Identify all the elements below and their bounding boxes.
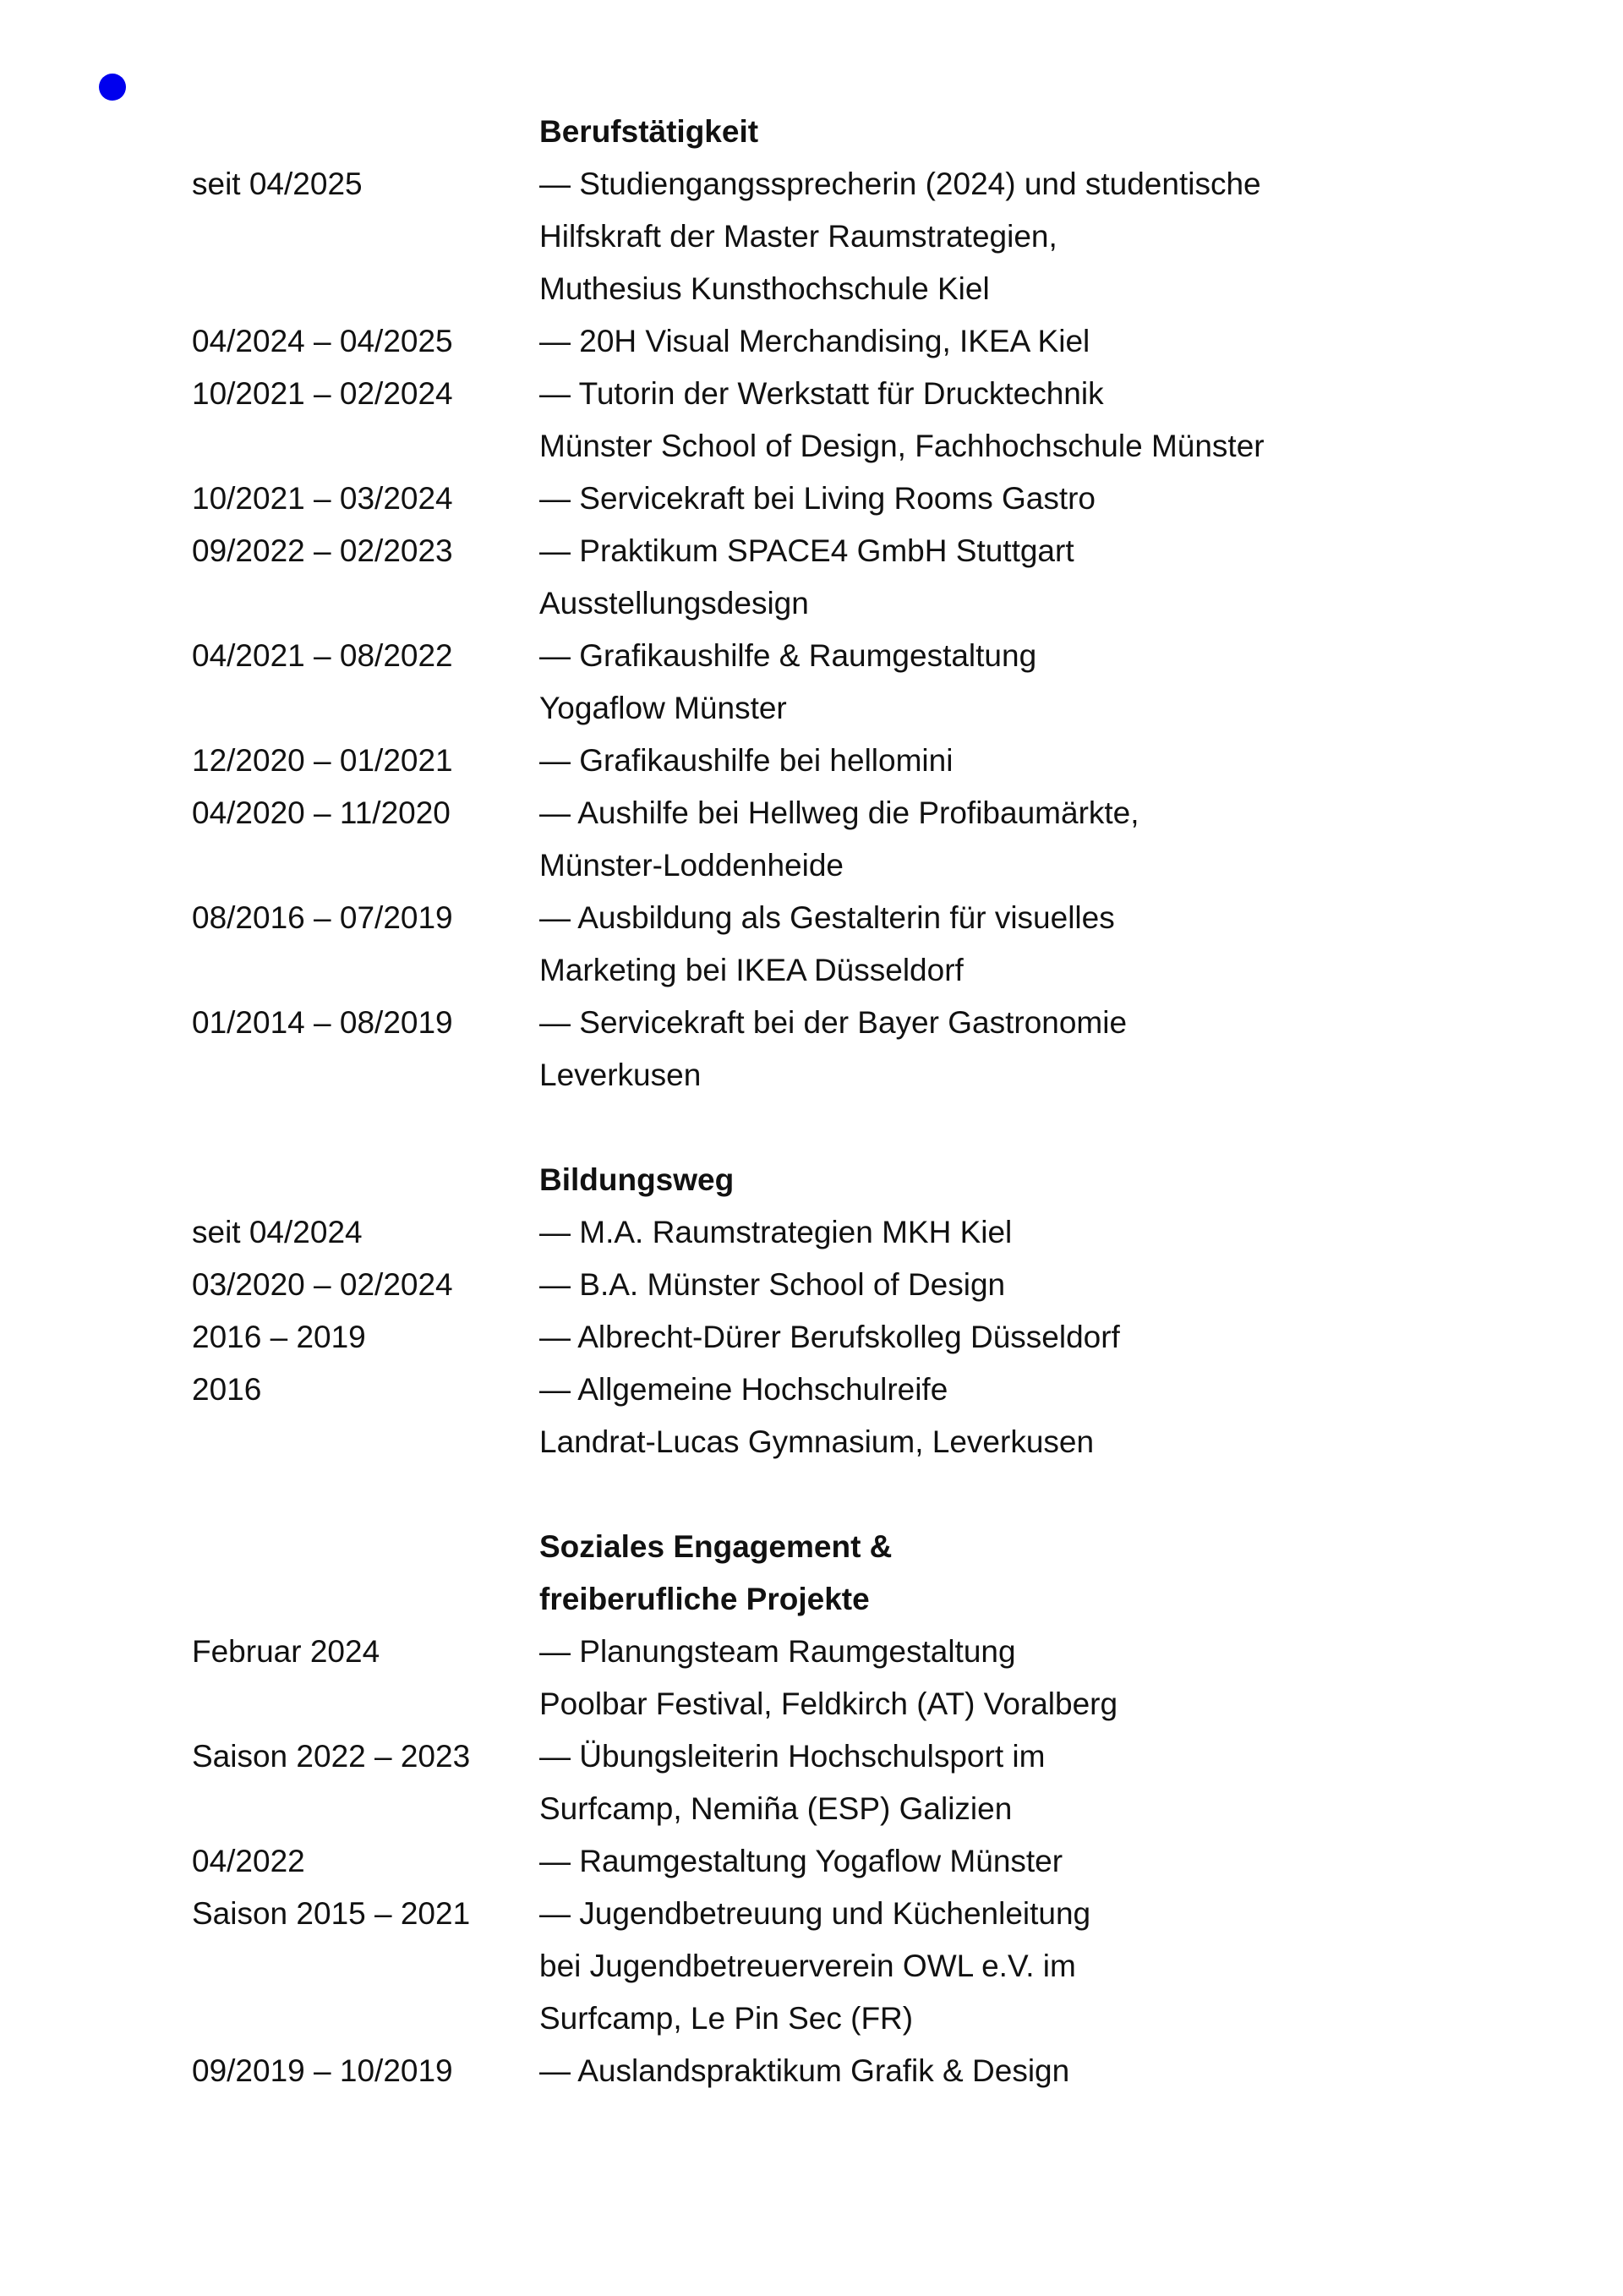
section-heading: Berufstätigkeit xyxy=(539,114,759,149)
entry-description xyxy=(539,1730,1623,1835)
entry-line: Hilfskraft der Master Raumstrategien, xyxy=(539,219,1057,254)
cv-content xyxy=(0,106,1623,2097)
entry-line: Surfcamp, Le Pin Sec (FR) xyxy=(539,2001,914,2036)
entry-date: 08/2016 – 07/2019 xyxy=(192,900,453,935)
cv-entry xyxy=(0,735,1623,787)
entry-line: Landrat-Lucas Gymnasium, Leverkusen xyxy=(539,1424,1095,1459)
cv-entry xyxy=(0,1259,1623,1311)
cv-entry xyxy=(0,473,1623,525)
entry-date-column xyxy=(0,735,539,787)
cv-entry xyxy=(0,525,1623,630)
entry-date-column xyxy=(0,630,539,682)
entry-date: Saison 2015 – 2021 xyxy=(192,1896,471,1931)
cv-entry xyxy=(0,1730,1623,1835)
entry-line: — Albrecht-Dürer Berufskolleg Düsseldorf xyxy=(539,1320,1120,1354)
entry-date-column xyxy=(0,997,539,1049)
entry-description xyxy=(539,2045,1623,2097)
entry-date: 2016 – 2019 xyxy=(192,1320,366,1354)
entry-line: — Ausbildung als Gestalterin für visuelles xyxy=(539,900,1115,935)
cv-section xyxy=(0,106,1623,1102)
cv-entry xyxy=(0,315,1623,368)
entry-description xyxy=(539,997,1623,1102)
cv-entry xyxy=(0,997,1623,1102)
entry-line: — B.A. Münster School of Design xyxy=(539,1267,1006,1302)
cv-entry xyxy=(0,1626,1623,1730)
entry-line: — Servicekraft bei der Bayer Gastronomie xyxy=(539,1005,1128,1040)
entry-description xyxy=(539,315,1623,368)
cv-entry xyxy=(0,158,1623,315)
entry-description xyxy=(539,1364,1623,1468)
cv-entry xyxy=(0,1311,1623,1364)
entry-description xyxy=(539,787,1623,892)
entry-date-column xyxy=(0,525,539,577)
entry-description xyxy=(539,735,1623,787)
cv-entry xyxy=(0,1206,1623,1259)
entry-date: seit 04/2025 xyxy=(192,167,363,201)
entry-date: seit 04/2024 xyxy=(192,1215,363,1249)
entry-date-column xyxy=(0,315,539,368)
entry-date: 2016 xyxy=(192,1372,262,1407)
entry-line: — Planungsteam Raumgestaltung xyxy=(539,1634,1016,1669)
entry-description xyxy=(539,1206,1623,1259)
entry-line: Muthesius Kunsthochschule Kiel xyxy=(539,271,990,306)
entry-line: — M.A. Raumstrategien MKH Kiel xyxy=(539,1215,1013,1249)
entry-description xyxy=(539,630,1623,735)
entry-date: 10/2021 – 03/2024 xyxy=(192,481,453,516)
entry-date-column xyxy=(0,787,539,839)
entry-description xyxy=(539,473,1623,525)
section-heading-row xyxy=(0,1521,1623,1626)
entry-date: Februar 2024 xyxy=(192,1634,380,1669)
entry-date-column xyxy=(0,1206,539,1259)
cv-entry xyxy=(0,892,1623,997)
entry-date-column xyxy=(0,1835,539,1888)
entry-description xyxy=(539,1259,1623,1311)
entry-line: — Servicekraft bei Living Rooms Gastro xyxy=(539,481,1096,516)
section-heading-row xyxy=(0,1154,1623,1206)
entry-line: Leverkusen xyxy=(539,1058,702,1092)
entry-line: — Raumgestaltung Yogaflow Münster xyxy=(539,1844,1063,1878)
entry-description xyxy=(539,1888,1623,2045)
entry-line: — Allgemeine Hochschulreife xyxy=(539,1372,948,1407)
entry-line: Surfcamp, Nemiña (ESP) Galizien xyxy=(539,1791,1013,1826)
blue-dot-marker xyxy=(99,74,126,101)
entry-date-column xyxy=(0,473,539,525)
entry-line: — Grafikaushilfe bei hellomini xyxy=(539,743,954,778)
entry-line: — Tutorin der Werkstatt für Drucktechnik xyxy=(539,376,1104,411)
entry-line: — Jugendbetreuung und Küchenleitung xyxy=(539,1896,1091,1931)
cv-section xyxy=(0,1521,1623,2097)
entry-date-column xyxy=(0,1730,539,1783)
entry-line: — 20H Visual Merchandising, IKEA Kiel xyxy=(539,324,1090,358)
section-heading: Soziales Engagement & freiberufliche Projekte xyxy=(539,1529,893,1616)
entry-line: Marketing bei IKEA Düsseldorf xyxy=(539,953,964,987)
entry-date-column xyxy=(0,2045,539,2097)
cv-section xyxy=(0,1154,1623,1468)
entry-date: 04/2022 xyxy=(192,1844,305,1878)
entry-description xyxy=(539,1835,1623,1888)
cv-entry xyxy=(0,630,1623,735)
entry-date-column xyxy=(0,368,539,420)
entry-date: 04/2021 – 08/2022 xyxy=(192,638,453,673)
entry-date-column xyxy=(0,1259,539,1311)
entry-line: Ausstellungsdesign xyxy=(539,586,809,620)
cv-entry xyxy=(0,368,1623,473)
entry-line: — Auslandspraktikum Grafik & Design xyxy=(539,2053,1070,2088)
entry-line: Yogaflow Münster xyxy=(539,691,787,725)
entry-date: 10/2021 – 02/2024 xyxy=(192,376,453,411)
entry-description xyxy=(539,368,1623,473)
cv-entry xyxy=(0,2045,1623,2097)
entry-date-column xyxy=(0,1626,539,1678)
section-heading-row xyxy=(0,106,1623,158)
entry-date-column xyxy=(0,1311,539,1364)
cv-entry xyxy=(0,1835,1623,1888)
entry-line: — Grafikaushilfe & Raumgestaltung xyxy=(539,638,1037,673)
entry-date: 12/2020 – 01/2021 xyxy=(192,743,453,778)
entry-line: — Praktikum SPACE4 GmbH Stuttgart xyxy=(539,533,1074,568)
entry-line: bei Jugendbetreuerverein OWL e.V. im xyxy=(539,1949,1076,1983)
entry-date-column xyxy=(0,1888,539,1940)
cv-entry xyxy=(0,1888,1623,2045)
cv-entry xyxy=(0,1364,1623,1468)
entry-date-column xyxy=(0,892,539,944)
entry-description xyxy=(539,1311,1623,1364)
section-heading: Bildungsweg xyxy=(539,1162,735,1197)
entry-line: — Aushilfe bei Hellweg die Profibaumärkte, xyxy=(539,795,1139,830)
entry-date: 04/2024 – 04/2025 xyxy=(192,324,453,358)
entry-date-column xyxy=(0,158,539,210)
entry-line: — Studiengangssprecherin (2024) und studentische xyxy=(539,167,1261,201)
entry-line: Münster School of Design, Fachhochschule Münster xyxy=(539,429,1265,463)
entry-line: — Übungsleiterin Hochschulsport im xyxy=(539,1739,1046,1774)
entry-date: 09/2019 – 10/2019 xyxy=(192,2053,453,2088)
entry-date: 04/2020 – 11/2020 xyxy=(192,795,451,830)
entry-date: Saison 2022 – 2023 xyxy=(192,1739,471,1774)
entry-line: Münster-Loddenheide xyxy=(539,848,844,883)
entry-date: 09/2022 – 02/2023 xyxy=(192,533,453,568)
entry-description xyxy=(539,892,1623,997)
entry-description xyxy=(539,1626,1623,1730)
entry-line: Poolbar Festival, Feldkirch (AT) Voralberg xyxy=(539,1686,1118,1721)
entry-description xyxy=(539,525,1623,630)
entry-date: 03/2020 – 02/2024 xyxy=(192,1267,453,1302)
cv-entry xyxy=(0,787,1623,892)
entry-date-column xyxy=(0,1364,539,1416)
entry-description xyxy=(539,158,1623,315)
entry-date: 01/2014 – 08/2019 xyxy=(192,1005,453,1040)
